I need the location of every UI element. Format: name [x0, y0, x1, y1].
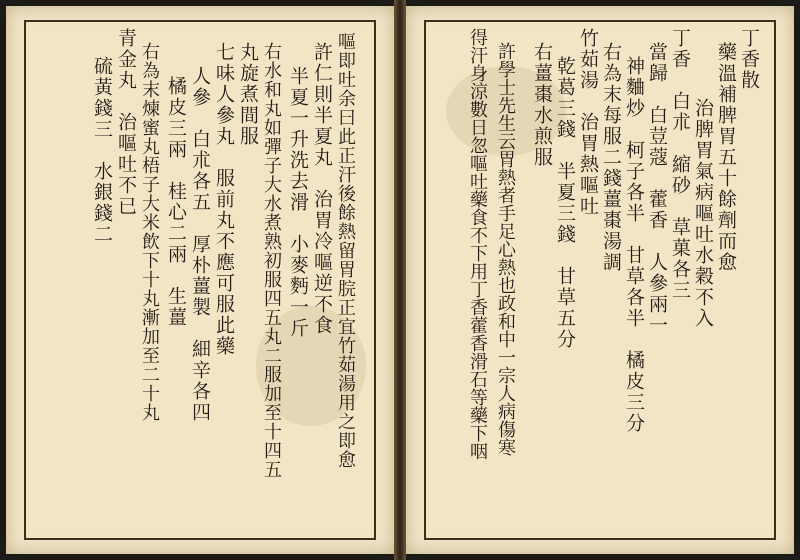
book-gutter — [394, 0, 406, 560]
left-page — [6, 6, 394, 554]
text-column: 治脾胃氣病嘔吐水穀不入 — [692, 98, 714, 329]
instruction-column: 丸旋煮間服 — [237, 42, 259, 147]
instruction-column: 右水和丸如彈子大水煮熟初服四五丸二服加至十四五 — [261, 42, 282, 479]
ingredient-column: 半夏一升洗去滑 小麥麪一斤 — [287, 66, 309, 339]
prescription-title: 丁香散 — [738, 28, 760, 91]
commentary-column: 得汗身涼數日忽嘔吐藥食不下用丁香藿香滑石等藥下咽 — [467, 28, 488, 460]
text-column: 藥溫補脾胃五十餘劑而愈 — [715, 42, 737, 273]
prescription-title: 七味人參丸 服前丸不應可服此藥 — [213, 42, 235, 357]
prescription-title: 青金丸 治嘔吐不已 — [115, 28, 137, 217]
instruction-column: 右薑棗水煎服 — [531, 42, 553, 168]
instruction-column: 右為末煉蜜丸梧子大米飲下十丸漸加至二十丸 — [139, 42, 160, 422]
instruction-column: 右為末每服二錢薑棗湯調 — [600, 42, 622, 273]
ingredient-column: 丁香 白朮 縮砂 草菓各三 — [669, 28, 691, 301]
ingredient-column: 人參 白朮各五 厚朴薑製 細辛各四 — [189, 66, 211, 423]
ingredient-column: 神麯炒 柯子各半 甘草各半 橘皮三分 — [623, 56, 645, 434]
right-page — [406, 6, 794, 554]
ingredient-column: 硫黃錢三 水銀錢二 — [91, 56, 113, 245]
prescription-title: 竹茹湯 治胃熱嘔吐 — [577, 28, 599, 217]
prescription-title: 許仁則半夏丸 治胃冷嘔逆不食 — [311, 42, 333, 336]
ingredient-column: 當歸 白荳蔻 藿香 人參兩一 — [646, 42, 668, 336]
ingredient-column: 乾葛三錢 半夏三錢 甘草五分 — [554, 56, 576, 350]
ingredient-column: 橘皮三兩 桂心二兩 生薑 — [165, 76, 187, 328]
commentary-column: 嘔即吐余曰此正汗後餘熱留胃脘正宜竹茹湯用之即愈 — [335, 32, 356, 469]
commentary-column: 許學士先生云胃熱者手足心熱也政和中一宗人病傷寒 — [495, 42, 516, 456]
